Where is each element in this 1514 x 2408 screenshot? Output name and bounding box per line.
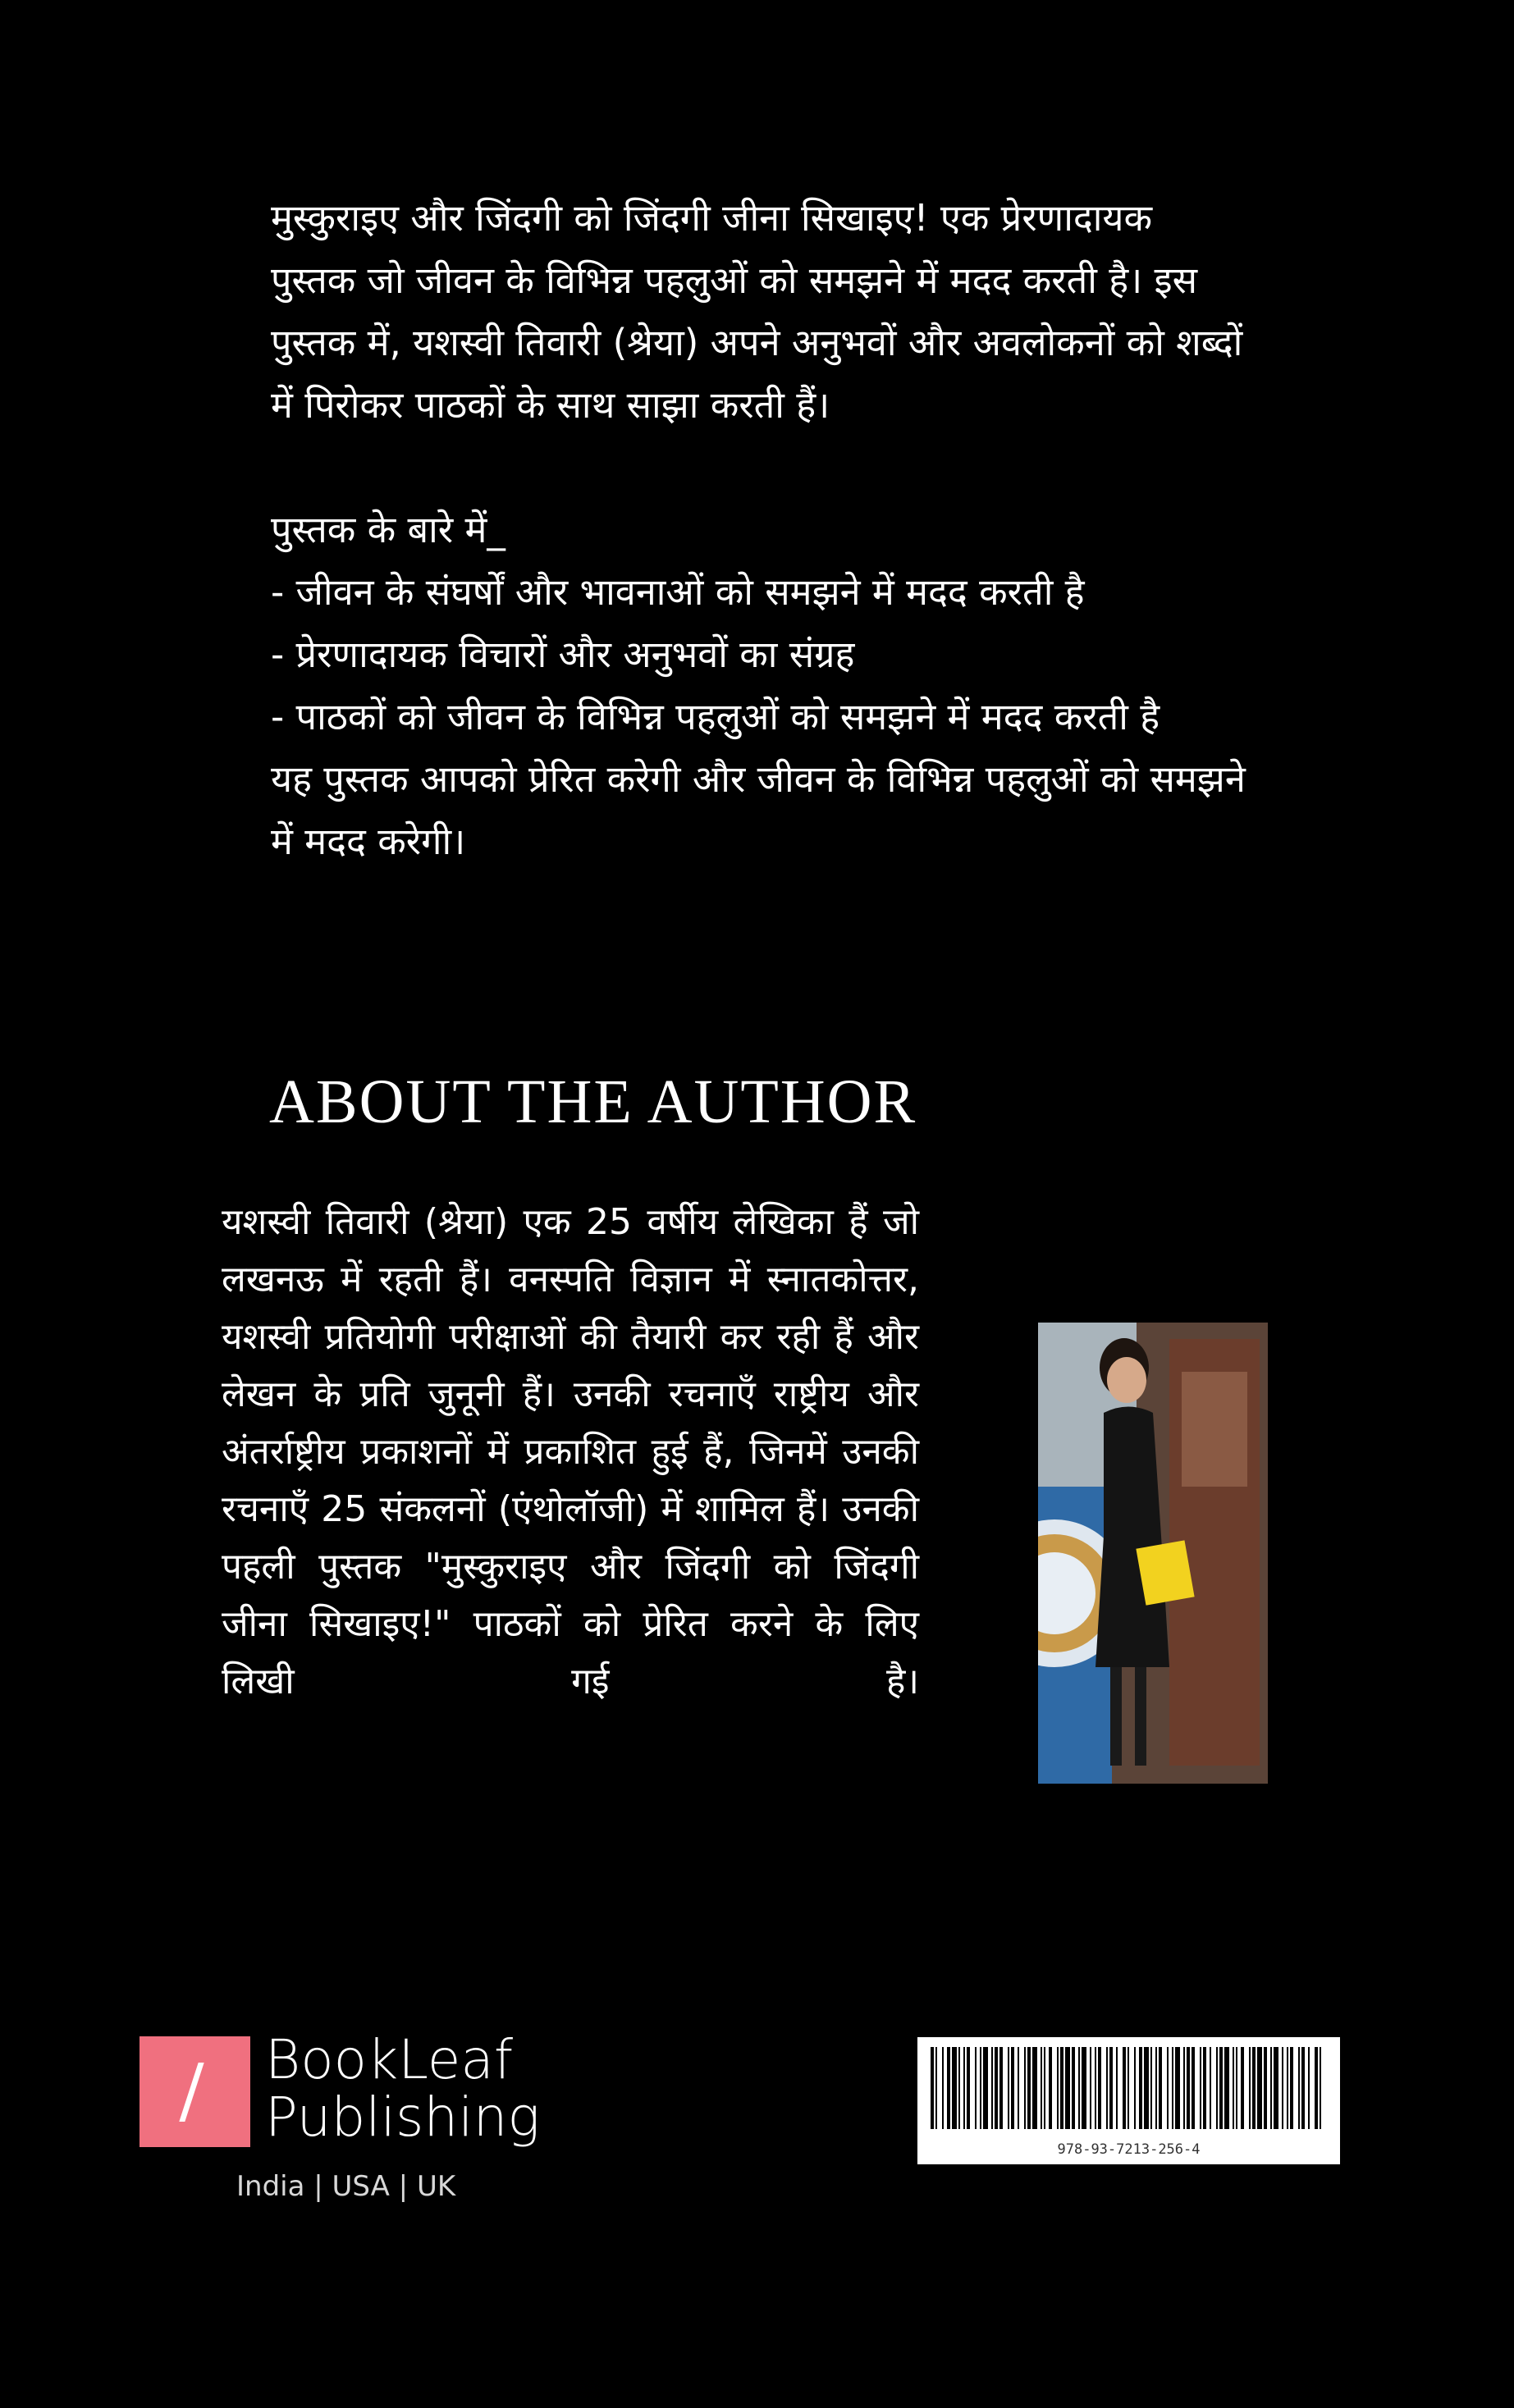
isbn-barcode <box>917 2037 1340 2164</box>
blurb-point: - पाठकों को जीवन के विभिन्न पहलुओं को समझने में मदद करती है <box>271 695 1160 738</box>
publisher-name <box>265 2028 541 2149</box>
author-bio <box>222 1194 919 1711</box>
publisher-logo <box>140 2036 250 2147</box>
blurb-point: - जीवन के संघर्षों और भावनाओं को समझने में मदद करती है <box>271 570 1085 614</box>
isbn-number: 978-93-7213-256-4 <box>1057 2141 1201 2158</box>
slash-icon <box>179 2063 204 2122</box>
back-cover-blurb <box>271 187 1247 873</box>
publisher-name-line2: Publishing <box>265 2086 541 2149</box>
about-book-heading: पुस्तक के बारे में_ <box>271 508 505 551</box>
author-photo <box>1038 1323 1268 1784</box>
blurb-intro: मुस्कुराइए और जिंदगी को जिंदगी जीना सिखाइए! एक प्रेरणादायक पुस्तक जो जीवन के विभिन्न पहलुओं को समझने में मदद करती है। इस पुस्तक में, यशस्वी तिवारी (श्रेया) अपने अनुभवों और अवलोकनों को शब्दों में पिरोकर पाठकों के साथ साझा करती हैं। <box>271 196 1243 427</box>
author-bio-text: यशस्वी तिवारी (श्रेया) एक 25 वर्षीय लेखिका हैं जो लखनऊ में रहती हैं। वनस्पति विज्ञान में स्नातकोत्तर, यशस्वी प्रतियोगी परीक्षाओं की तैयारी कर रही हैं और लेखन के प्रति जुनूनी हैं। उनकी रचनाएँ राष्ट्रीय और अंतर्राष्ट्रीय प्रकाशनों में प्रकाशित हुई हैं, जिनमें उनकी रचनाएँ 25 संकलनों (एंथोलॉजी) में शामिल हैं। उनकी पहली पुस्तक "मुस्कुराइए और जिंदगी को जिंदगी जीना सिखाइए!" पाठकों को प्रेरित करने के लिए लिखी गई है। <box>222 1201 919 1702</box>
publisher-name-line1: BookLeaf <box>265 2028 514 2091</box>
about-author-heading: ABOUT THE AUTHOR <box>269 1067 917 1136</box>
blurb-closing: यह पुस्तक आपको प्रेरित करेगी और जीवन के विभिन्न पहलुओं को समझने में मदद करेगी। <box>271 757 1246 863</box>
blurb-point: - प्रेरणादायक विचारों और अनुभवों का संग्रह <box>271 633 855 676</box>
barcode-bars <box>927 2047 1330 2129</box>
publisher-regions: India | USA | UK <box>236 2170 456 2203</box>
paragraph-gap <box>271 436 1247 499</box>
